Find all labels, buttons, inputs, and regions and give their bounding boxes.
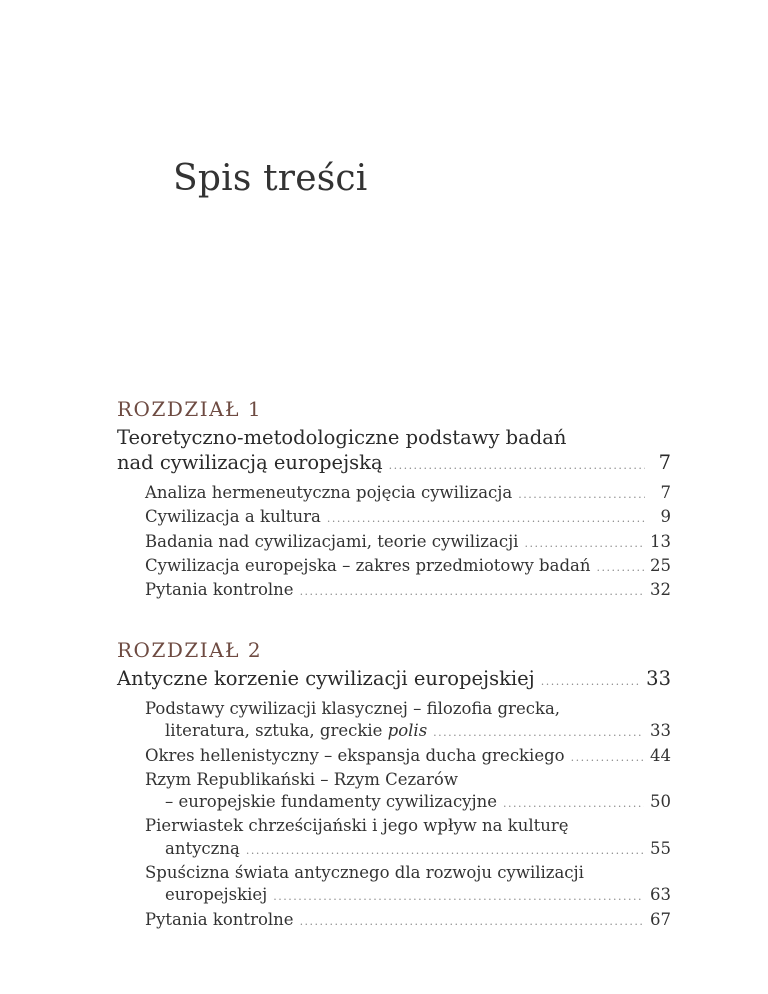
toc-entry[interactable] <box>117 745 671 769</box>
page-number: 50 <box>650 792 671 812</box>
entry-line <box>117 862 671 884</box>
chapter-1 <box>117 397 671 603</box>
toc-title: Spis treści <box>173 158 368 199</box>
leader-dots <box>503 793 644 815</box>
leader-dots <box>246 840 644 862</box>
leader-dots <box>596 557 644 579</box>
leader-dots <box>571 747 644 769</box>
chapter-title-text: Antyczne korzenie cywilizacji europejskiej <box>117 667 535 690</box>
chapter-label: ROZDZIAŁ 1 <box>117 397 263 421</box>
entry-line <box>117 769 671 791</box>
entry-text: Pierwiastek chrześcijański i jego wpływ na kulturę <box>145 816 569 836</box>
chapter-label: ROZDZIAŁ 2 <box>117 638 263 662</box>
toc-entry-chapter-1[interactable] <box>117 450 671 478</box>
entry-text: Spuścizna świata antycznego dla rozwoju cywilizacji <box>145 863 584 883</box>
chapter-title-text: Teoretyczno-metodologiczne podstawy badań <box>117 426 567 449</box>
leader-dots <box>518 484 645 506</box>
entry-text: europejskiej <box>165 885 268 905</box>
leader-dots <box>433 722 644 744</box>
page-number: 33 <box>650 721 671 741</box>
leader-dots <box>327 508 645 530</box>
entry-text: Podstawy cywilizacji klasycznej – filozofia grecka, <box>145 699 561 718</box>
entry-text: Badania nad cywilizacjami, teorie cywilizacji <box>145 531 519 551</box>
toc-entry[interactable] <box>117 791 671 815</box>
entry-text: Pytania kontrolne <box>145 580 294 600</box>
leader-dots <box>389 453 645 478</box>
entry-text: – europejskie fundamenty cywilizacyjne <box>165 792 498 812</box>
entry-text-emphasis: polis <box>387 721 428 741</box>
page-number: 63 <box>650 885 671 905</box>
entry-text: Okres hellenistyczny – ekspansja ducha greckiego <box>145 745 565 765</box>
chapter-title-line <box>117 425 671 450</box>
page-number: 55 <box>650 838 671 858</box>
toc-entry[interactable] <box>117 720 671 744</box>
page-number: 32 <box>650 580 671 600</box>
leader-dots <box>273 886 644 908</box>
toc-entry[interactable] <box>117 579 671 603</box>
leader-dots <box>524 533 644 555</box>
chapter-title-text: nad cywilizacją europejską <box>117 451 383 474</box>
toc-entry[interactable] <box>117 909 671 933</box>
toc-entry-chapter-2[interactable] <box>117 666 671 694</box>
page-number: 13 <box>650 531 671 551</box>
entry-text: Cywilizacja a kultura <box>145 507 321 527</box>
leader-dots <box>541 669 640 694</box>
page-number: 67 <box>650 909 671 929</box>
page-number: 7 <box>660 483 671 502</box>
toc-entry[interactable] <box>117 531 671 555</box>
page-number: 33 <box>646 667 671 690</box>
page-number: 7 <box>658 451 671 474</box>
toc-entry[interactable] <box>117 506 671 530</box>
chapter-2 <box>117 638 671 933</box>
leader-dots <box>300 911 644 933</box>
entry-text: Pytania kontrolne <box>145 909 294 929</box>
entry-text: Rzym Republikański – Rzym Cezarów <box>145 769 458 789</box>
entry-line <box>117 815 671 837</box>
toc-entry[interactable] <box>117 884 671 908</box>
entry-text: antyczną <box>165 838 240 858</box>
leader-dots <box>300 581 644 603</box>
page-number: 25 <box>650 555 671 575</box>
entry-text-part: literatura, sztuka, greckie <box>165 721 388 741</box>
entry-text: Cywilizacja europejska – zakres przedmiotowy badań <box>145 555 591 575</box>
entry-text: Analiza hermeneutyczna pojęcia cywilizacja <box>145 483 513 502</box>
toc-entry[interactable] <box>117 482 671 506</box>
toc-entry[interactable] <box>117 838 671 862</box>
toc-entry[interactable] <box>117 555 671 579</box>
page-number: 9 <box>660 507 671 527</box>
page-number: 44 <box>650 745 671 765</box>
entry-text <box>165 720 427 742</box>
entry-line <box>117 698 671 720</box>
